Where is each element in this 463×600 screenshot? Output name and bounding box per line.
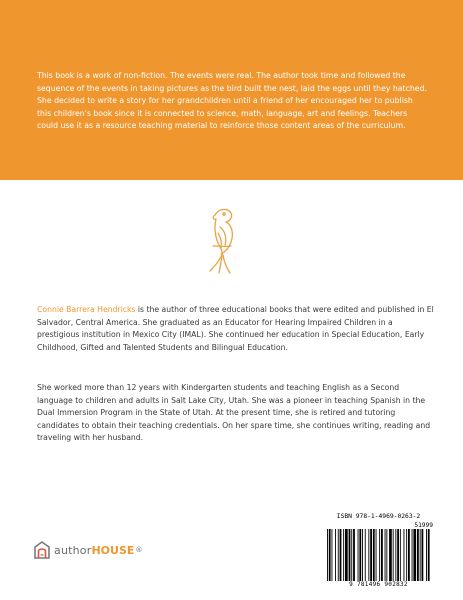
price-code: 51999 xyxy=(414,522,433,529)
barcode-bar xyxy=(353,529,355,581)
barcode-bar xyxy=(385,529,386,581)
isbn-barcode-block xyxy=(322,513,435,589)
publisher-logo xyxy=(33,540,142,560)
registered-mark: ® xyxy=(135,546,143,554)
barcode-bar xyxy=(422,529,424,581)
barcode-bar xyxy=(351,529,352,581)
barcode-bar xyxy=(420,529,421,581)
barcode-bar xyxy=(338,529,339,581)
barcode-bar xyxy=(345,529,348,581)
barcode-bar xyxy=(368,529,369,581)
author-bio-paragraph-1 xyxy=(37,304,434,354)
barcode-bar xyxy=(376,529,377,581)
barcode-bar xyxy=(373,529,375,581)
barcode-bar xyxy=(393,529,394,581)
barcode-bar xyxy=(417,529,419,581)
barcode-bar xyxy=(395,529,396,581)
barcode-bar xyxy=(397,529,399,581)
barcode-bar xyxy=(362,529,363,581)
barcode-bar xyxy=(358,529,359,581)
barcode-bar xyxy=(335,529,336,581)
barcode-bar xyxy=(365,529,366,581)
barcode-bar xyxy=(426,529,427,581)
barcode-bar xyxy=(332,529,333,581)
isbn-text: ISBN 978-1-4969-0263-2 xyxy=(336,513,421,520)
barcode-digits: 9 781496 902832 xyxy=(349,581,408,588)
barcode-bar xyxy=(381,529,383,581)
publisher-name-house: HOUSE xyxy=(91,543,135,557)
author-bio-paragraph-2: She worked more than 12 years with Kindergarten students and teaching English as a Second language to children and adults in Salt Lake City, Utah. She was a pioneer in teaching Spanish in the Dual Immersion Program in the State of Utah. At the present time, she is retired and tutoring candidates to obtain their teaching credentials. On her spare time, she continues writing, reading and traveling with her husband. xyxy=(37,383,431,442)
barcode-bar xyxy=(412,529,413,581)
barcode xyxy=(325,529,432,581)
barcode-bar xyxy=(408,529,410,581)
authorhouse-logo-icon xyxy=(33,540,51,560)
author-name: Connie Barrera Hendricks xyxy=(37,305,136,314)
book-description: This book is a work of non-fiction. The events were real. The author took time and followed the sequence of the events in taking pictures as the bird built the nest, laid the eggs until they hatched. She decided to write a story for her grandchildren until a friend of her encouraged her to publish this children's book since it is connected to science, math, language, art and feelings. Teachers could use it as a resource teaching material to reinforce those content areas of the curriculum. xyxy=(37,71,427,131)
barcode-bar xyxy=(343,529,344,581)
barcode-bar xyxy=(428,529,430,581)
barcode-bar xyxy=(359,529,361,581)
orange-header-band xyxy=(0,0,463,180)
barcode-bar xyxy=(340,529,342,581)
author-bio-text: is the author of three educational books that were edited and published in El Salvador, Central America. She graduated as an Educator for Hearing Impaired Children in a prestigious institution in Mexico City (IMAL). She continued her education in Special Education, Early Childhood, Gifted and Talented Students and Bilingual Education. xyxy=(37,305,434,352)
barcode-bar xyxy=(349,529,351,581)
barcode-bar xyxy=(329,529,331,581)
barcode-bar xyxy=(327,529,328,581)
barcode-bar xyxy=(404,529,405,581)
barcode-bar xyxy=(370,529,372,581)
parrot-icon xyxy=(201,205,247,275)
barcode-bar xyxy=(386,529,387,581)
barcode-bar xyxy=(379,529,380,581)
barcode-bar xyxy=(406,529,407,581)
barcode-bar xyxy=(413,529,416,581)
publisher-name-author: author xyxy=(54,543,92,557)
barcode-bar xyxy=(400,529,401,581)
barcode-bar xyxy=(389,529,392,581)
